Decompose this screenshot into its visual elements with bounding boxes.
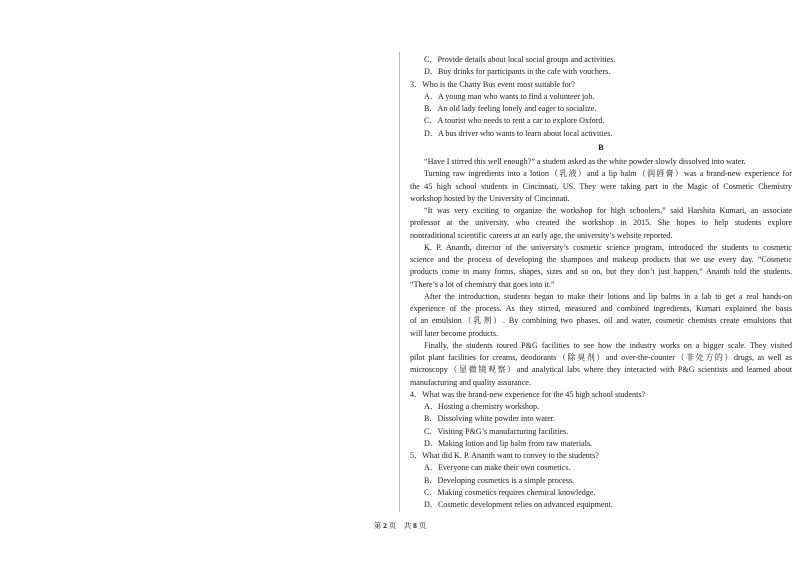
section-b-heading: B bbox=[598, 142, 604, 152]
question-5-option-d: D．Cosmetic development relies on advanced equipment. bbox=[424, 500, 613, 509]
passage-line: the 45 high school students in Cincinnati, US. They were taking part in the Magic of Cosmetic Chemistry bbox=[410, 181, 792, 191]
passage-line: pilot plant facilities for creams, deodorants（除臭剂）and over-the-counter（非处方的）drugs, as well as bbox=[410, 353, 792, 362]
right-column bbox=[410, 54, 792, 511]
footer-suffix: 页 bbox=[418, 521, 427, 530]
question-5-stem: 5．What did K. P. Ananth want to convey to the students? bbox=[410, 451, 599, 460]
passage-line: of an emulsion（乳剂）. By combining two phases, oil and water, cosmetic chemists create emulsions that bbox=[410, 316, 792, 326]
passage-line: manufacturing and quality assurance. bbox=[410, 377, 531, 387]
question-3-option-b: B．An old lady feeling lonely and eager to socialize. bbox=[424, 104, 597, 113]
q-prev-option-d: D．Buy drinks for participants in the cafe with vouchers. bbox=[424, 67, 611, 77]
question-3-stem: 3．Who is the Chatty Bus event most suitable for? bbox=[410, 79, 575, 89]
passage-line: “There’s a lot of chemistry that goes into it.” bbox=[410, 279, 555, 289]
passage-line: science and the process of developing the shampoos and makeup products that we use every day. “Cosmetic bbox=[410, 255, 792, 264]
question-4-option-b: B．Dissolving white powder into water. bbox=[424, 414, 556, 424]
question-4-option-c: C．Visiting P&G’s manufacturing facilities. bbox=[424, 426, 569, 436]
question-5-option-a: A．Everyone can make their own cosmetics. bbox=[424, 463, 571, 473]
passage-line: workshop hosted by the University of Cincinnati. bbox=[410, 193, 570, 203]
passage-line: “Have I stirred this well enough?” a student asked as the white powder slowly dissolved into water. bbox=[424, 157, 746, 166]
passage-line: experience of the process. As they stirred, measured and combined ingredients, Kumari explained the basis bbox=[410, 304, 792, 313]
question-3-option-a: A．A young man who wants to find a volunteer job. bbox=[424, 91, 595, 101]
passage-line: Turning raw ingredients into a lotion（乳液）and a lip balm（润唇膏）was a brand-new experience for bbox=[424, 169, 792, 179]
passage-line: professor at the university, who created the workshop in 2015. She hopes to help students explore bbox=[410, 218, 792, 228]
page-footer bbox=[0, 520, 800, 531]
page-total: 8 bbox=[413, 521, 417, 530]
q-prev-option-c: C．Provide details about local social groups and activities. bbox=[424, 55, 616, 64]
question-4-option-a: A．Hosting a chemistry workshop. bbox=[424, 402, 540, 411]
page-number: 2 bbox=[383, 521, 387, 530]
question-5-option-b: B．Developing cosmetics is a simple process. bbox=[424, 475, 575, 485]
footer-mid: 页 共 bbox=[388, 521, 412, 530]
passage-line: nontraditional scientific careers at an early age, the university’s website reported. bbox=[410, 230, 673, 240]
question-4-stem: 4．What was the brand-new experience for the 45 high school students? bbox=[410, 389, 646, 399]
footer-prefix: 第 bbox=[373, 521, 382, 530]
passage-line: Finally, the students toured P&G facilities to see how the industry works on a bigger scale. They visited bbox=[424, 340, 792, 350]
passage-line: will later become products. bbox=[410, 328, 499, 338]
question-4-option-d: D．Making lotion and lip balm from raw materials. bbox=[424, 438, 593, 448]
question-5-option-c: C．Making cosmetics requires chemical knowledge. bbox=[424, 487, 596, 497]
question-3-option-d: D．A bus driver who wants to learn about local activities. bbox=[424, 128, 613, 138]
passage-line: products come in many forms, shapes, sizes and so on, but they don’t just happen,” Ananth told the students. bbox=[410, 267, 792, 277]
question-3-option-c: C．A tourist who needs to rent a car to explore Oxford. bbox=[424, 116, 605, 126]
passage-line: microscopy（显微镜观察）and analytical labs where they interacted with P&G scientists and learned about bbox=[410, 365, 792, 375]
passage-line: After the introduction, students began to make their lotions and lip balms in a lab to get a real hands-on bbox=[424, 291, 792, 301]
column-divider bbox=[399, 52, 400, 512]
passage-line: “It was very exciting to organize the workshop for high schoolers,” said Harshita Kumari, an associate bbox=[424, 206, 792, 215]
passage-line: K. P. Ananth, director of the university’s cosmetic science program, introduced the students to cosmetic bbox=[424, 242, 792, 252]
